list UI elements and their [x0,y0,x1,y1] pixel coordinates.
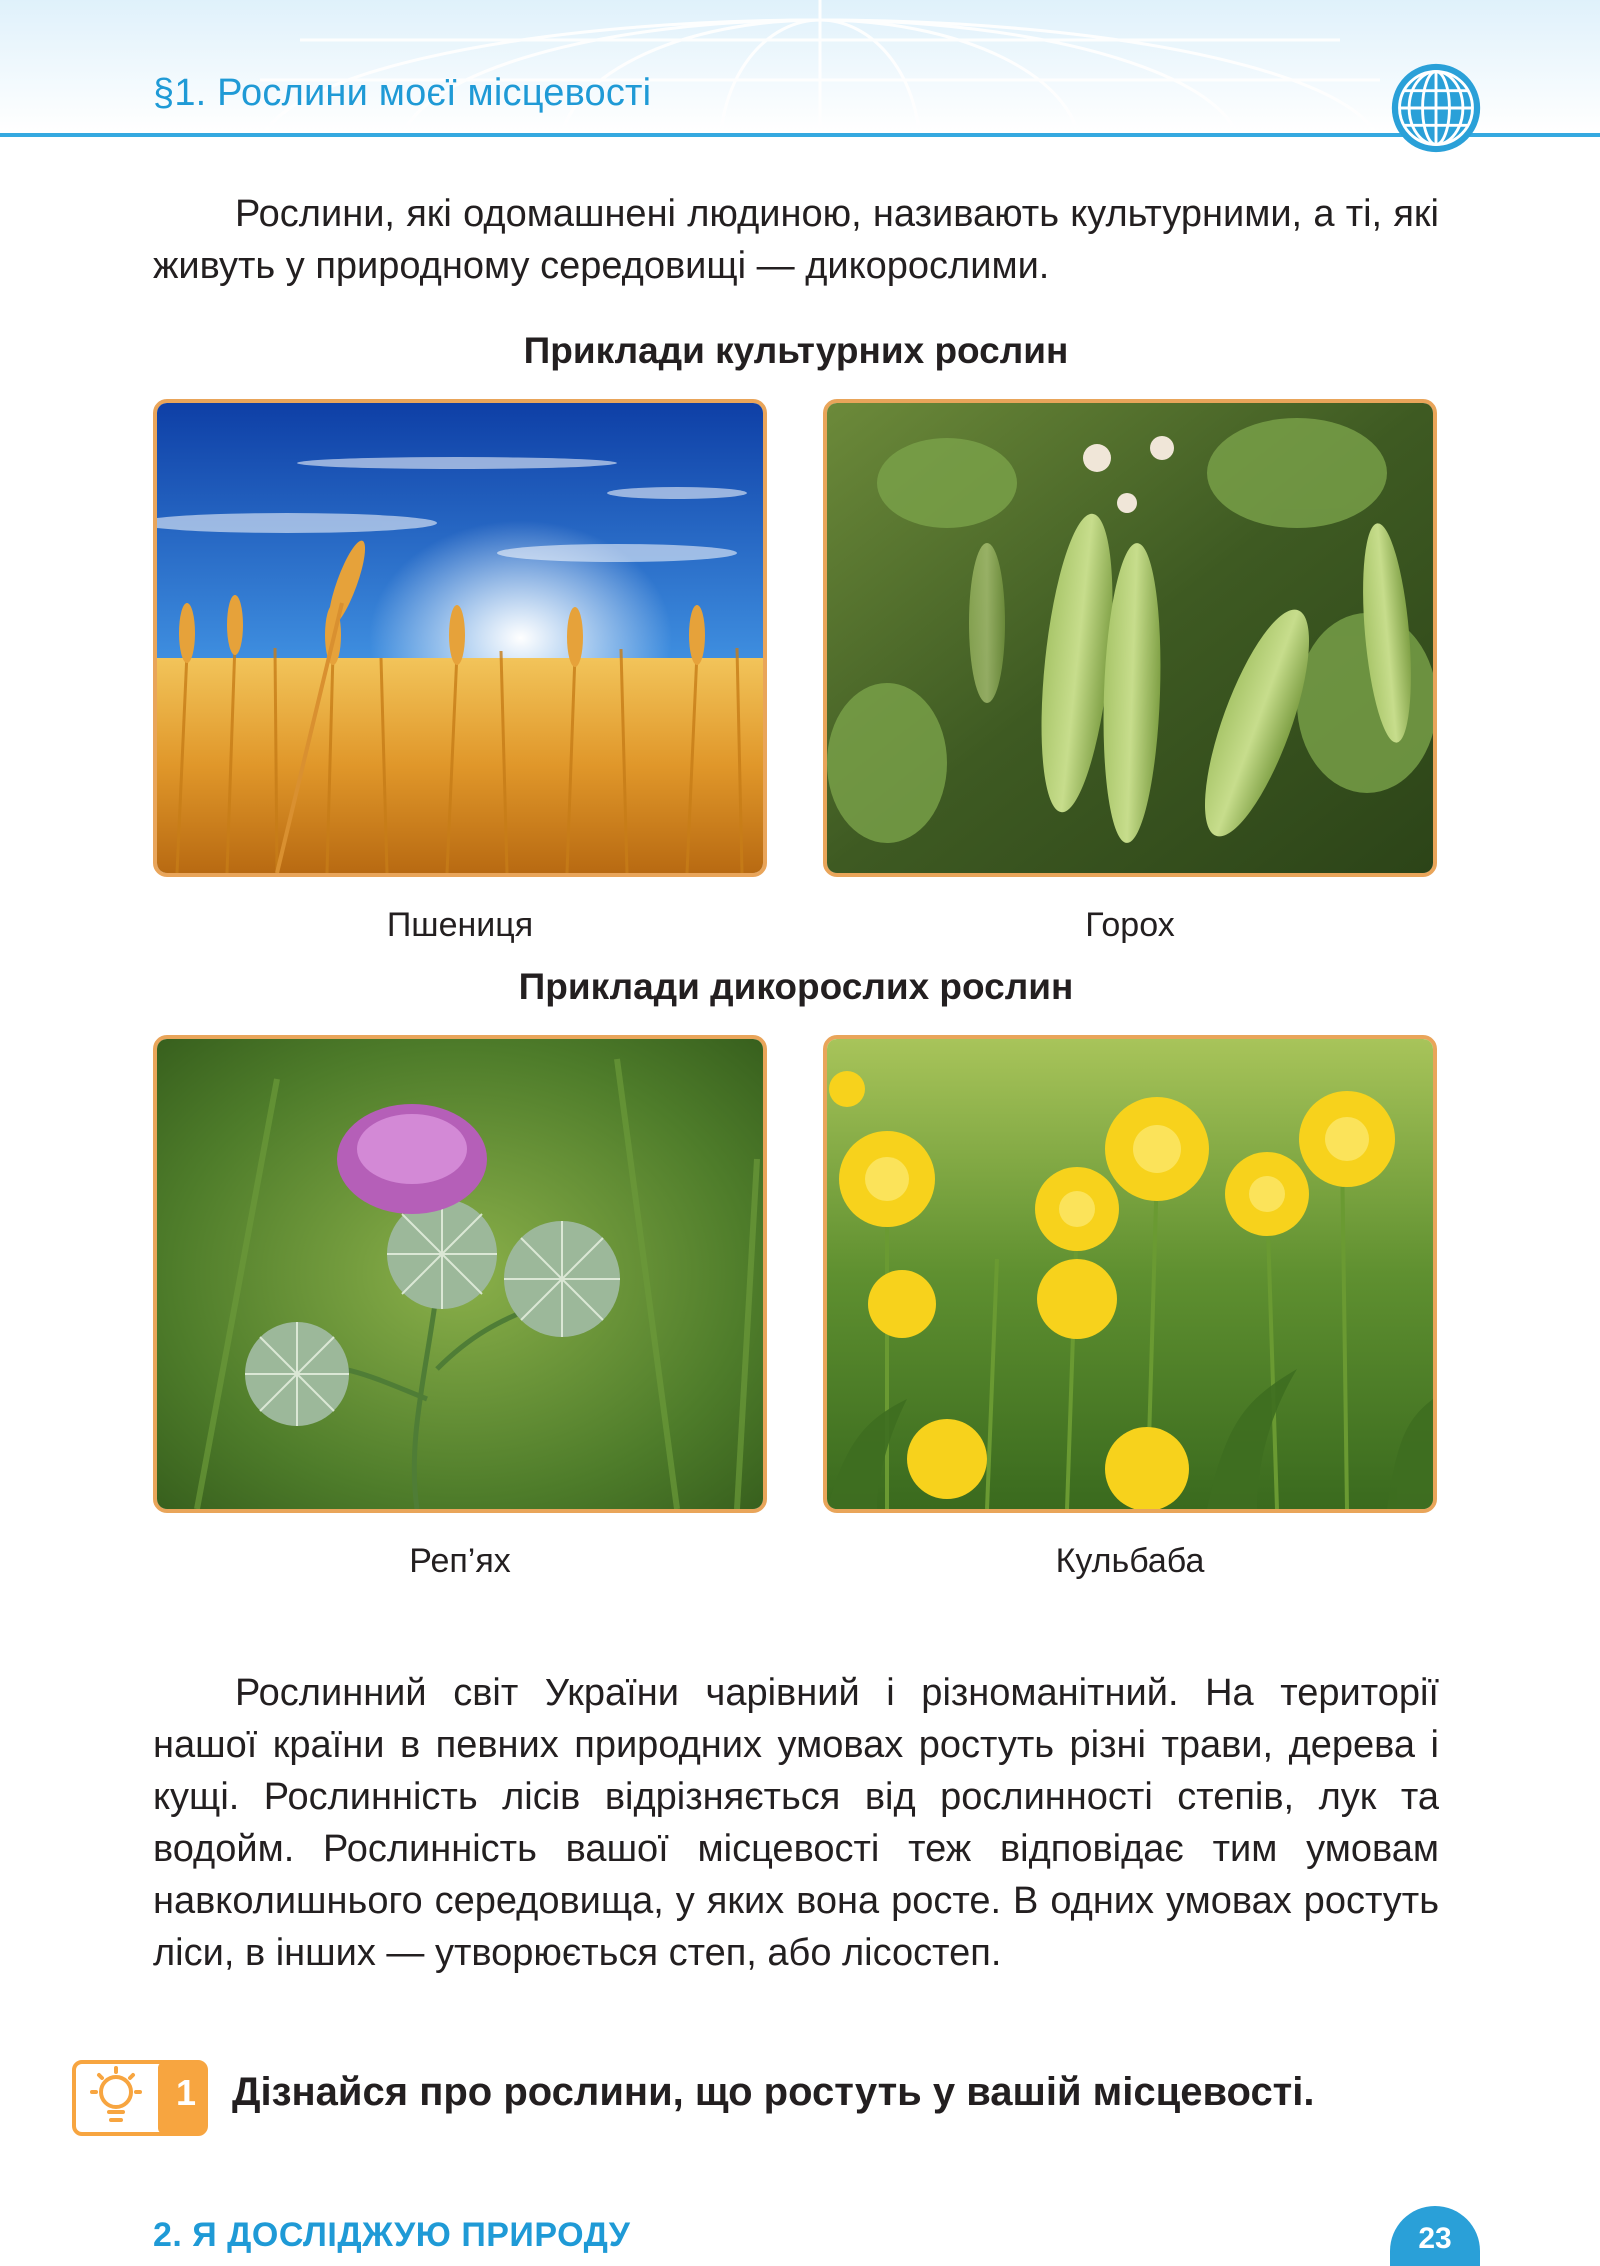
page-number: 23 [1418,2222,1452,2255]
caption-thistle: Реп’ях [409,1542,511,1580]
globe-icon [1388,60,1484,156]
page-header [0,0,1600,160]
footer-section-title: 2. Я ДОСЛІДЖУЮ ПРИРОДУ [153,2216,631,2254]
wild-heading: Приклади дикорослих рослин [518,966,1074,1007]
caption-dandelion: Кульбаба [1055,1542,1205,1580]
thistle-photo [153,1035,767,1513]
task-number: 1 [175,2072,197,2113]
wheat-field-photo [153,399,767,877]
body-paragraph: Рослинний світ України чарівний і різноманітний. На території нашої країни в певних природних умовах ростуть різні трави, дерева і кущі. Рослинність лісів відрізняється від рослинності степів, лук та водойм. Рослинність вашої місцевості теж відповідає тим умовам навколишнього середовища, у яких вона росте. В одних умовах ростуть ліси, в інших — утворюється степ, або лісостеп. [153,1672,1439,1974]
intro-paragraph: Рослини, які одомашнені людиною, називають культурними, а ті, які живуть у природному середовищі — дикорослими. [153,193,1439,287]
cultivated-heading: Приклади культурних рослин [523,330,1069,371]
header-rule [0,133,1600,137]
chapter-title: §1. Рослини моєї місцевості [153,72,652,114]
caption-peas: Горох [1085,906,1175,944]
dandelion-photo [823,1035,1437,1513]
caption-wheat: Пшениця [386,906,534,944]
pea-pods-photo [823,399,1437,877]
task-text: Дізнайся про рослини, що ростуть у вашій місцевості. [232,2070,1315,2114]
